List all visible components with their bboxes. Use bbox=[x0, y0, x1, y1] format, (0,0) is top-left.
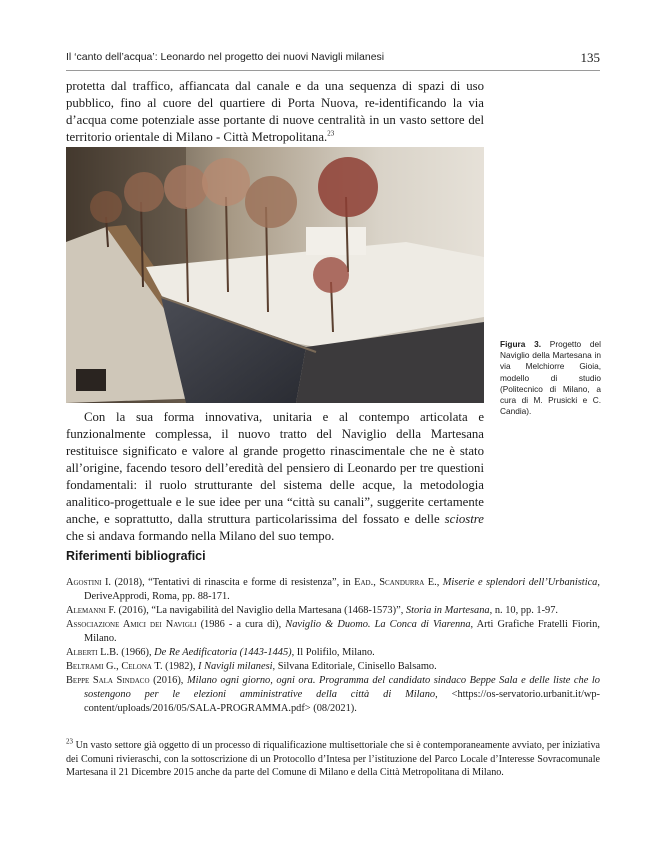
intro-paragraph bbox=[66, 78, 484, 146]
page-number: 135 bbox=[580, 50, 600, 65]
ref-author: Ead. bbox=[354, 577, 374, 588]
ref-author: Beppe Sala Sindaco bbox=[66, 675, 150, 686]
figure-label: Figura 3. bbox=[500, 339, 542, 349]
footnote-text: Un vasto settore già oggetto di un processo di riqualificazione multisettoriale che si è contemporaneamente avviato, per iniziativa dei Comuni rivieraschi, con la sottoscrizione di un Protocollo d’Intesa per l’istituzione del Parco Locale d’Interesse Sovracomunale Martesana il 21 Dicembre 2015 anche da parte del Comune di Milano e della Città Metropolitana di Milano. bbox=[66, 740, 600, 779]
body-text-b: che si andava formando nella Milano del suo tempo. bbox=[66, 529, 335, 543]
running-title: Il ‘canto dell’acqua’: Leonardo nel progetto dei nuovi Navigli milanesi bbox=[66, 51, 385, 63]
reference-item bbox=[66, 618, 600, 646]
running-header bbox=[66, 51, 600, 67]
ref-title: Miserie e splendori dell’Urbanistica bbox=[442, 577, 598, 588]
reference-item bbox=[66, 660, 600, 674]
ref-text: , n. 10, pp. 1-97. bbox=[489, 605, 559, 616]
body-text-a: Con la sua forma innovativa, unitaria e al contempo articolata e funzionalmente complessa, il nuovo tratto del Naviglio della Martesana restituisce significato e valore al grande progetto rinascimentale che ne è stato all’origine, facendo tesoro dell’eredità del pensiero di Leonardo per tre questioni fondamentali: il ruolo strutturante del sistema delle acque, la metodologia analitico-progettuale e le sue idee per una “città su canali”, suggerite certamente anche, e soprattutto, dalla struttura particolarissima del fossato e delle bbox=[66, 410, 484, 526]
ref-title: I Navigli milanesi bbox=[198, 661, 273, 672]
footnote bbox=[66, 739, 600, 780]
ref-text: , Arti Grafiche Fratelli Fiorin, Milano. bbox=[84, 619, 600, 644]
reference-item bbox=[66, 674, 600, 716]
header-rule bbox=[66, 70, 600, 71]
model-photo-illustration bbox=[66, 147, 484, 403]
reference-item bbox=[66, 576, 600, 604]
ref-author: Celona T. bbox=[121, 661, 163, 672]
model-car bbox=[76, 369, 106, 391]
ref-text: , <https://os-servatorio.urbanit.it/wp-content/uploads/2016/05/SALA-PROGRAMMA.pdf> (08/2021). bbox=[84, 689, 601, 714]
ref-text: , DeriveApprodi, Roma, pp. 88-171. bbox=[84, 577, 600, 602]
ref-title: Naviglio & Duomo. La Conca di Viarenna bbox=[285, 619, 471, 630]
ref-author: Associazione Amici dei Navigli bbox=[66, 619, 197, 630]
ref-title: Milano ogni giorno, ogni ora. Programma del candidato sindaco Beppe Sala e delle liste che lo sostengono per le elezioni amministrative della città di Milano bbox=[84, 675, 600, 700]
ref-text: (1982), bbox=[162, 661, 199, 672]
ref-text: (2016), “La navigabilità del Naviglio della Martesana (1468-1573)”, bbox=[115, 605, 406, 616]
footnote-ref: 23 bbox=[327, 129, 335, 138]
ref-text: , Silvana Editoriale, Cinisello Balsamo. bbox=[272, 661, 437, 672]
ref-author: Agostini I. bbox=[66, 577, 111, 588]
ref-author: Alberti L.B. bbox=[66, 647, 119, 658]
ref-text: (2016), bbox=[149, 675, 187, 686]
intro-text: protetta dal traffico, affiancata dal canale e da una sequenza di spazi di uso pubblico, fino al cuore del quartiere di Porta Nuova, re-identificando la via d’acqua come potenziale asse portante di nuove centralità in un vasto settore del territorio orientale di Milano - Città Metropolitana. bbox=[66, 79, 484, 144]
footnote-number: 23 bbox=[66, 737, 73, 746]
ref-text: (1966), bbox=[118, 647, 155, 658]
ref-text: , Il Polifilo, Milano. bbox=[291, 647, 375, 658]
ref-text: , bbox=[373, 577, 380, 588]
ref-text: , bbox=[436, 577, 443, 588]
figure-model-photo bbox=[66, 147, 484, 403]
ref-author: Alemanni F. bbox=[66, 605, 116, 616]
ref-text: (2018), “Tentativi di rinascita e forme di resistenza”, in bbox=[111, 577, 355, 588]
ref-title: De Re Aedificatoria (1443-1445) bbox=[154, 647, 292, 658]
ref-title: Storia in Martesana bbox=[405, 605, 490, 616]
ref-text: , bbox=[116, 661, 122, 672]
figure-caption bbox=[500, 339, 601, 417]
building-block bbox=[306, 227, 366, 255]
ref-author: Beltrami G. bbox=[66, 661, 117, 672]
reference-item bbox=[66, 646, 600, 660]
ref-author: Scandurra E. bbox=[379, 577, 437, 588]
body-paragraph bbox=[66, 409, 484, 545]
references-heading: Riferimenti bibliografici bbox=[66, 549, 206, 563]
reference-item bbox=[66, 604, 600, 618]
ref-text: (1986 - a cura di), bbox=[196, 619, 286, 630]
body-text-italic: sciostre bbox=[444, 512, 484, 526]
references-list bbox=[66, 576, 600, 716]
figure-caption-text: Progetto del Naviglio della Martesana in via Melchiorre Gioia, modello di studio (Politecnico di Milano, a cura di M. Prusicki e C. Candia). bbox=[500, 339, 601, 417]
